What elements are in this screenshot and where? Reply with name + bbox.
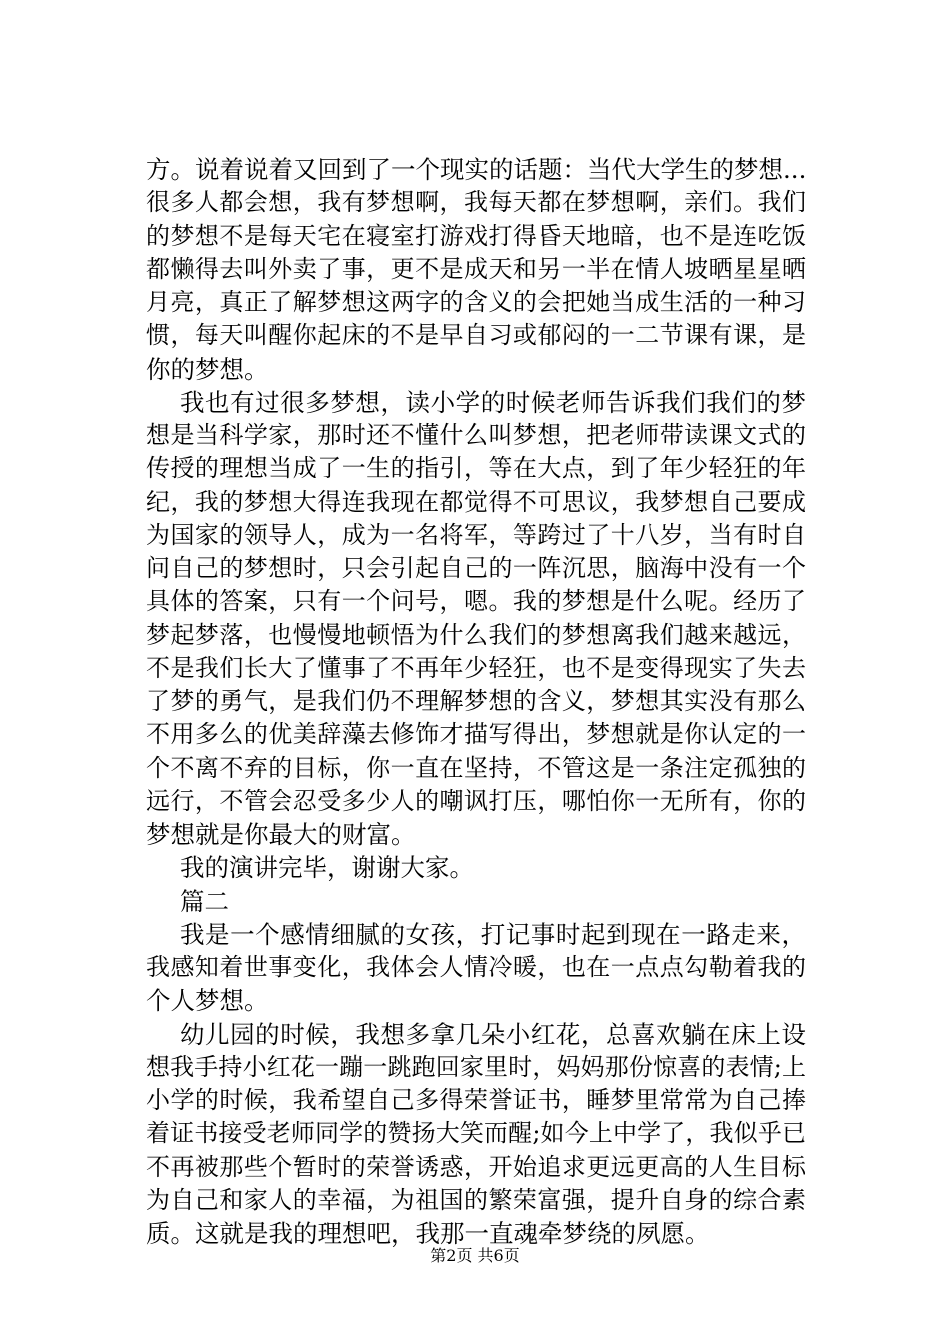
- text-line: 月亮，真正了解梦想这两字的含义的会把她当成生活的一种习: [146, 288, 806, 316]
- text-line: 个人梦想。: [146, 986, 269, 1016]
- document-body: [146, 153, 806, 1250]
- text-line: 纪，我的梦想大得连我现在都觉得不可思议，我梦想自己要成: [146, 487, 806, 516]
- text-line: 篇二: [180, 886, 229, 916]
- page-number-label: 第2页 共6页: [430, 1246, 520, 1265]
- text-line: 我感知着世事变化，我体会人情冷暖，也在一点点勾勒着我的: [146, 953, 806, 981]
- text-line: 具体的答案，只有一个问号，嗯。我的梦想是什么呢。经历了: [146, 587, 806, 616]
- text-line: 着证书接受老师同学的赞扬大笑而醒;如今上中学了，我似乎已: [146, 1119, 806, 1148]
- text-line: 你的梦想。: [146, 354, 269, 384]
- text-line: 梦起梦落，也慢慢地顿悟为什么我们的梦想离我们越来越远，: [146, 620, 806, 649]
- text-line: 惯，每天叫醒你起床的不是早自习或郁闷的一二节课有课，是: [146, 321, 806, 350]
- text-line: 个不离不弃的目标，你一直在坚持，不管这是一条注定孤独的: [146, 753, 806, 782]
- text-line: 很多人都会想，我有梦想啊，我每天都在梦想啊，亲们。我们: [146, 188, 806, 217]
- text-line: 都懒得去叫外卖了事，更不是成天和另一半在情人坡晒星星晒: [146, 254, 806, 283]
- text-line: 不用多么的优美辞藻去修饰才描写得出，梦想就是你认定的一: [146, 720, 806, 749]
- text-line: 我的演讲完毕，谢谢大家。: [180, 853, 474, 883]
- page-footer: [0, 1246, 950, 1266]
- text-line: 我也有过很多梦想，读小学的时候老师告诉我们我们的梦: [180, 387, 806, 417]
- text-line: 方。说着说着又回到了一个现实的话题：当代大学生的梦想...: [146, 155, 807, 184]
- text-line: 的梦想不是每天宅在寝室打游戏打得昏天地暗，也不是连吃饭: [146, 221, 806, 250]
- text-line: 为自己和家人的幸福，为祖国的繁荣富强，提升自身的综合素: [146, 1185, 806, 1214]
- text-line: 梦想就是你最大的财富。: [146, 820, 416, 849]
- text-line: 小学的时候，我希望自己多得荣誉证书，睡梦里常常为自己捧: [146, 1086, 806, 1114]
- text-line: 问自己的梦想时，只会引起自己的一阵沉思，脑海中没有一个: [146, 554, 806, 582]
- text-line: 远行，不管会忍受多少人的嘲讽打压，哪怕你一无所有，你的: [146, 786, 806, 815]
- text-line: 不再被那些个暂时的荣誉诱惑，开始追求更远更高的人生目标: [146, 1152, 806, 1181]
- text-line: 不是我们长大了懂事了不再年少轻狂，也不是变得现实了失去: [146, 653, 806, 682]
- text-line: 想我手持小红花一蹦一跳跑回家里时，妈妈那份惊喜的表情;上: [146, 1052, 806, 1081]
- text-line: 为国家的领导人，成为一名将军，等跨过了十八岁，当有时自: [146, 520, 806, 549]
- text-line: 了梦的勇气，是我们仍不理解梦想的含义，梦想其实没有那么: [146, 687, 806, 715]
- text-line: 我是一个感情细腻的女孩，打记事时起到现在一路走来，: [180, 919, 806, 949]
- text-line: 质。这就是我的理想吧，我那一直魂牵梦绕的夙愿。: [146, 1219, 710, 1248]
- text-line: 传授的理想当成了一生的指引，等在大点，到了年少轻狂的年: [146, 454, 806, 483]
- text-line: 幼儿园的时候，我想多拿几朵小红花，总喜欢躺在床上设: [180, 1019, 806, 1049]
- text-line: 想是当科学家，那时还不懂什么叫梦想，把老师带读课文式的: [146, 421, 806, 449]
